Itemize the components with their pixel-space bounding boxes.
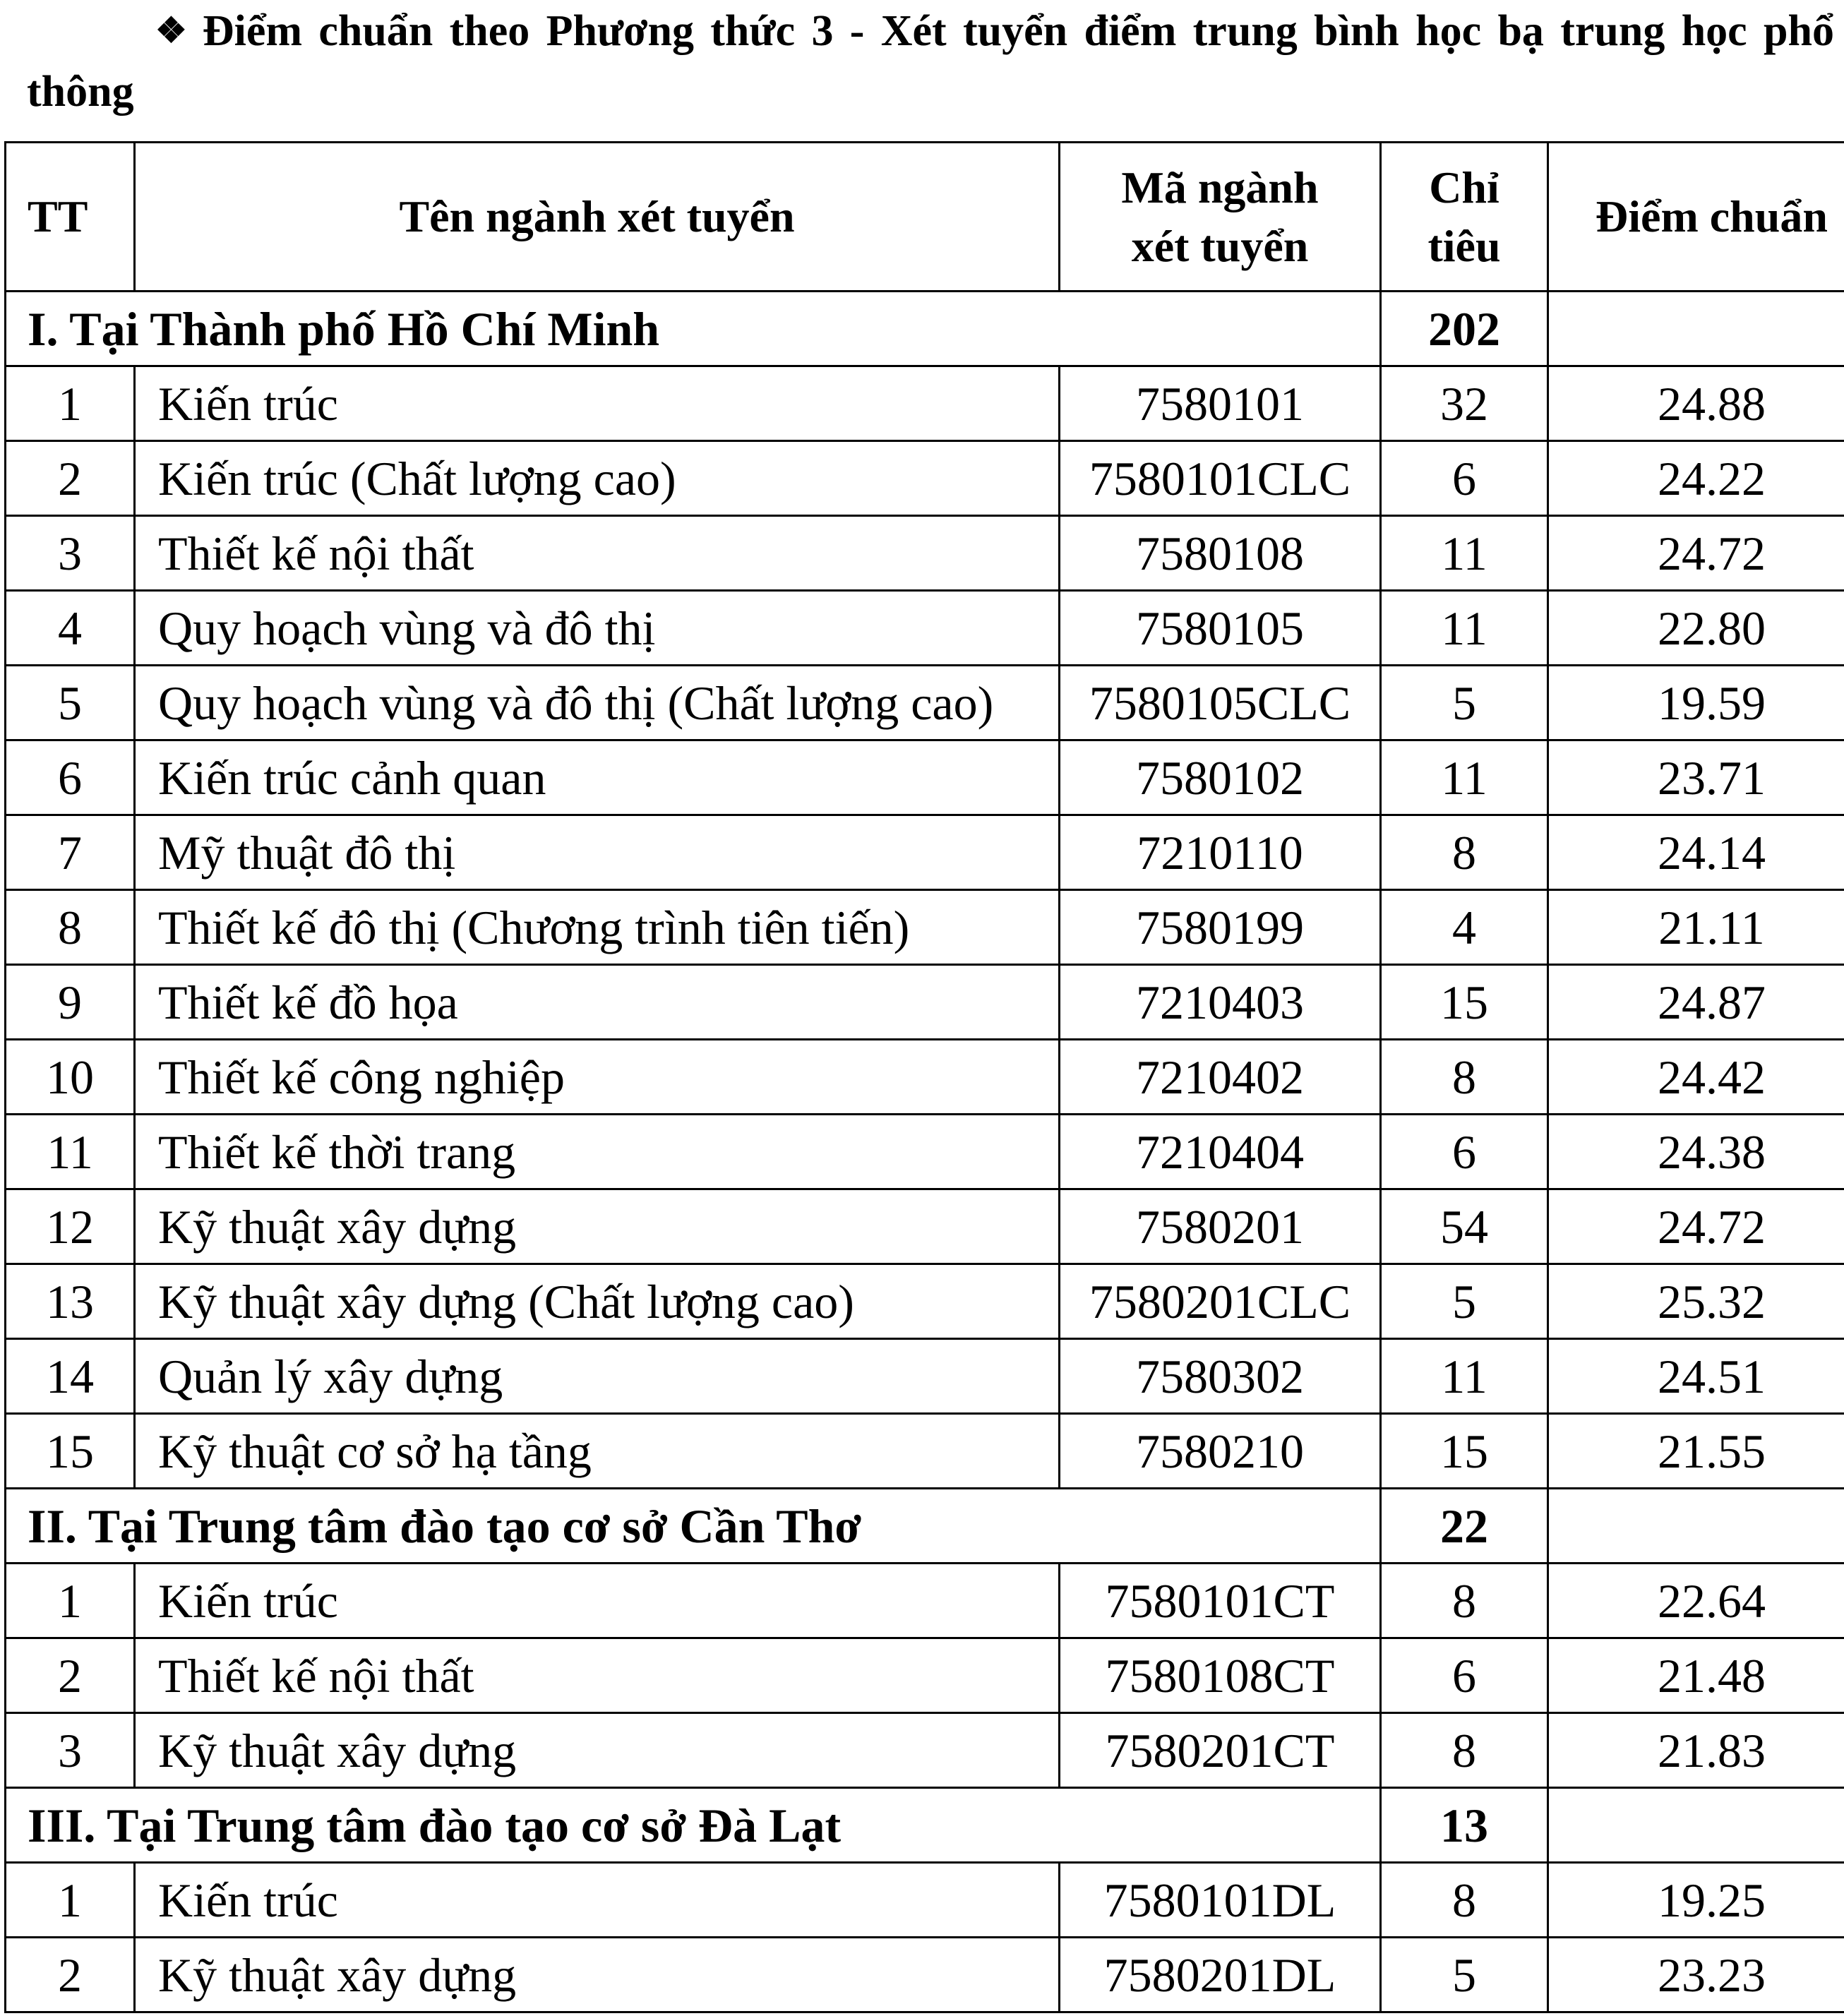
section-score-empty	[1548, 292, 1844, 366]
cell-code: 7580108CT	[1060, 1638, 1381, 1713]
title-text: Điểm chuẩn theo Phương thức 3 - Xét tuyển điểm trung bình học bạ trung học phổ thông	[27, 7, 1834, 116]
cell-name: Kiến trúc (Chất lượng cao)	[135, 441, 1060, 516]
table-body	[6, 292, 1844, 2012]
table-row	[6, 1189, 1844, 1264]
cell-name: Kiến trúc cảnh quan	[135, 740, 1060, 815]
cell-quota: 5	[1381, 1938, 1548, 2012]
cell-code: 7580101CT	[1060, 1564, 1381, 1638]
cell-quota: 54	[1381, 1189, 1548, 1264]
table-row	[6, 1414, 1844, 1489]
table-row	[6, 1115, 1844, 1189]
cell-quota: 8	[1381, 1863, 1548, 1938]
table-row	[6, 516, 1844, 591]
cell-code: 7580210	[1060, 1414, 1381, 1489]
cell-name: Kỹ thuật xây dựng	[135, 1938, 1060, 2012]
header-quota-line1: Chỉ	[1429, 162, 1499, 212]
cell-score: 24.87	[1548, 965, 1844, 1040]
header-tt: TT	[6, 143, 135, 292]
cell-code: 7210402	[1060, 1040, 1381, 1115]
table-row	[6, 1638, 1844, 1713]
cell-tt: 10	[6, 1040, 135, 1115]
table-row	[6, 1040, 1844, 1115]
cell-score: 24.51	[1548, 1339, 1844, 1414]
cell-tt: 1	[6, 366, 135, 441]
cell-code: 7210110	[1060, 815, 1381, 890]
cell-score: 24.14	[1548, 815, 1844, 890]
cell-tt: 4	[6, 591, 135, 666]
header-code-line2: xét tuyển	[1131, 221, 1309, 271]
table-row	[6, 1564, 1844, 1638]
section-title: I. Tại Thành phố Hồ Chí Minh	[6, 292, 1381, 366]
cell-quota: 5	[1381, 1264, 1548, 1339]
cell-score: 22.64	[1548, 1564, 1844, 1638]
cell-quota: 8	[1381, 1713, 1548, 1788]
cell-code: 7580302	[1060, 1339, 1381, 1414]
cell-tt: 6	[6, 740, 135, 815]
cell-tt: 1	[6, 1564, 135, 1638]
cell-score: 23.23	[1548, 1938, 1844, 2012]
table-row	[6, 1264, 1844, 1339]
cell-code: 7580201CT	[1060, 1713, 1381, 1788]
section-quota: 13	[1381, 1788, 1548, 1863]
document-title	[27, 0, 1834, 122]
cell-quota: 11	[1381, 591, 1548, 666]
cell-score: 24.72	[1548, 1189, 1844, 1264]
cell-tt: 8	[6, 890, 135, 965]
header-name: Tên ngành xét tuyển	[135, 143, 1060, 292]
section-score-empty	[1548, 1489, 1844, 1564]
cell-name: Thiết kế nội thất	[135, 1638, 1060, 1713]
cell-tt: 7	[6, 815, 135, 890]
cell-score: 24.88	[1548, 366, 1844, 441]
cell-quota: 15	[1381, 965, 1548, 1040]
cell-tt: 14	[6, 1339, 135, 1414]
cell-name: Thiết kế công nghiệp	[135, 1040, 1060, 1115]
cell-score: 21.83	[1548, 1713, 1844, 1788]
section-row	[6, 1788, 1844, 1863]
cell-score: 24.42	[1548, 1040, 1844, 1115]
cell-tt: 3	[6, 516, 135, 591]
cell-quota: 11	[1381, 740, 1548, 815]
table-row	[6, 965, 1844, 1040]
section-row	[6, 1489, 1844, 1564]
table-row	[6, 740, 1844, 815]
cell-code: 7580201	[1060, 1189, 1381, 1264]
cell-code: 7580101	[1060, 366, 1381, 441]
cell-quota: 8	[1381, 1040, 1548, 1115]
table-row	[6, 441, 1844, 516]
section-quota: 202	[1381, 292, 1548, 366]
cell-tt: 5	[6, 666, 135, 740]
cell-tt: 2	[6, 1638, 135, 1713]
table-row	[6, 1863, 1844, 1938]
cell-score: 24.22	[1548, 441, 1844, 516]
cell-quota: 15	[1381, 1414, 1548, 1489]
cell-name: Quản lý xây dựng	[135, 1339, 1060, 1414]
cell-quota: 11	[1381, 516, 1548, 591]
cell-score: 21.11	[1548, 890, 1844, 965]
cell-name: Kiến trúc	[135, 1863, 1060, 1938]
header-quota	[1381, 143, 1548, 292]
cell-tt: 1	[6, 1863, 135, 1938]
cell-quota: 32	[1381, 366, 1548, 441]
table-row	[6, 666, 1844, 740]
section-row	[6, 292, 1844, 366]
table-row	[6, 890, 1844, 965]
cell-name: Mỹ thuật đô thị	[135, 815, 1060, 890]
diamond-bullet-icon: ❖	[155, 11, 187, 50]
cell-code: 7580101DL	[1060, 1863, 1381, 1938]
cell-tt: 11	[6, 1115, 135, 1189]
cell-code: 7580201CLC	[1060, 1264, 1381, 1339]
cell-quota: 4	[1381, 890, 1548, 965]
cell-code: 7580105CLC	[1060, 666, 1381, 740]
section-score-empty	[1548, 1788, 1844, 1863]
cell-name: Thiết kế thời trang	[135, 1115, 1060, 1189]
table-row	[6, 1938, 1844, 2012]
cell-score: 23.71	[1548, 740, 1844, 815]
cell-score: 24.38	[1548, 1115, 1844, 1189]
cell-score: 25.32	[1548, 1264, 1844, 1339]
table-row	[6, 366, 1844, 441]
cell-tt: 2	[6, 441, 135, 516]
cell-code: 7580102	[1060, 740, 1381, 815]
admission-score-table	[4, 141, 1844, 2013]
table-row	[6, 1339, 1844, 1414]
cell-tt: 3	[6, 1713, 135, 1788]
table-row	[6, 815, 1844, 890]
cell-name: Thiết kế đồ họa	[135, 965, 1060, 1040]
header-quota-line2: tiêu	[1427, 221, 1501, 271]
cell-code: 7580108	[1060, 516, 1381, 591]
cell-name: Quy hoạch vùng và đô thị	[135, 591, 1060, 666]
cell-name: Thiết kế đô thị (Chương trình tiên tiến)	[135, 890, 1060, 965]
cell-code: 7210404	[1060, 1115, 1381, 1189]
cell-quota: 8	[1381, 815, 1548, 890]
table-row	[6, 1713, 1844, 1788]
cell-quota: 11	[1381, 1339, 1548, 1414]
cell-score: 19.59	[1548, 666, 1844, 740]
cell-score: 22.80	[1548, 591, 1844, 666]
cell-code: 7580201DL	[1060, 1938, 1381, 2012]
cell-code: 7210403	[1060, 965, 1381, 1040]
cell-score: 19.25	[1548, 1863, 1844, 1938]
cell-quota: 5	[1381, 666, 1548, 740]
cell-name: Kỹ thuật xây dựng	[135, 1713, 1060, 1788]
cell-name: Kỹ thuật xây dựng	[135, 1189, 1060, 1264]
cell-name: Quy hoạch vùng và đô thị (Chất lượng cao)	[135, 666, 1060, 740]
table-row	[6, 591, 1844, 666]
cell-name: Kiến trúc	[135, 366, 1060, 441]
section-title: II. Tại Trung tâm đào tạo cơ sở Cần Thơ	[6, 1489, 1381, 1564]
section-title: III. Tại Trung tâm đào tạo cơ sở Đà Lạt	[6, 1788, 1381, 1863]
cell-quota: 6	[1381, 441, 1548, 516]
cell-code: 7580199	[1060, 890, 1381, 965]
cell-tt: 12	[6, 1189, 135, 1264]
header-code	[1060, 143, 1381, 292]
header-score: Điểm chuẩn	[1548, 143, 1844, 292]
cell-quota: 8	[1381, 1564, 1548, 1638]
cell-score: 21.48	[1548, 1638, 1844, 1713]
cell-name: Kỹ thuật xây dựng (Chất lượng cao)	[135, 1264, 1060, 1339]
section-quota: 22	[1381, 1489, 1548, 1564]
cell-score: 24.72	[1548, 516, 1844, 591]
cell-tt: 13	[6, 1264, 135, 1339]
cell-score: 21.55	[1548, 1414, 1844, 1489]
header-code-line1: Mã ngành	[1121, 162, 1319, 212]
cell-name: Kỹ thuật cơ sở hạ tầng	[135, 1414, 1060, 1489]
cell-code: 7580101CLC	[1060, 441, 1381, 516]
cell-name: Kiến trúc	[135, 1564, 1060, 1638]
cell-tt: 15	[6, 1414, 135, 1489]
cell-name: Thiết kế nội thất	[135, 516, 1060, 591]
cell-tt: 9	[6, 965, 135, 1040]
cell-tt: 2	[6, 1938, 135, 2012]
table-header-row	[6, 143, 1844, 292]
cell-code: 7580105	[1060, 591, 1381, 666]
cell-quota: 6	[1381, 1115, 1548, 1189]
cell-quota: 6	[1381, 1638, 1548, 1713]
